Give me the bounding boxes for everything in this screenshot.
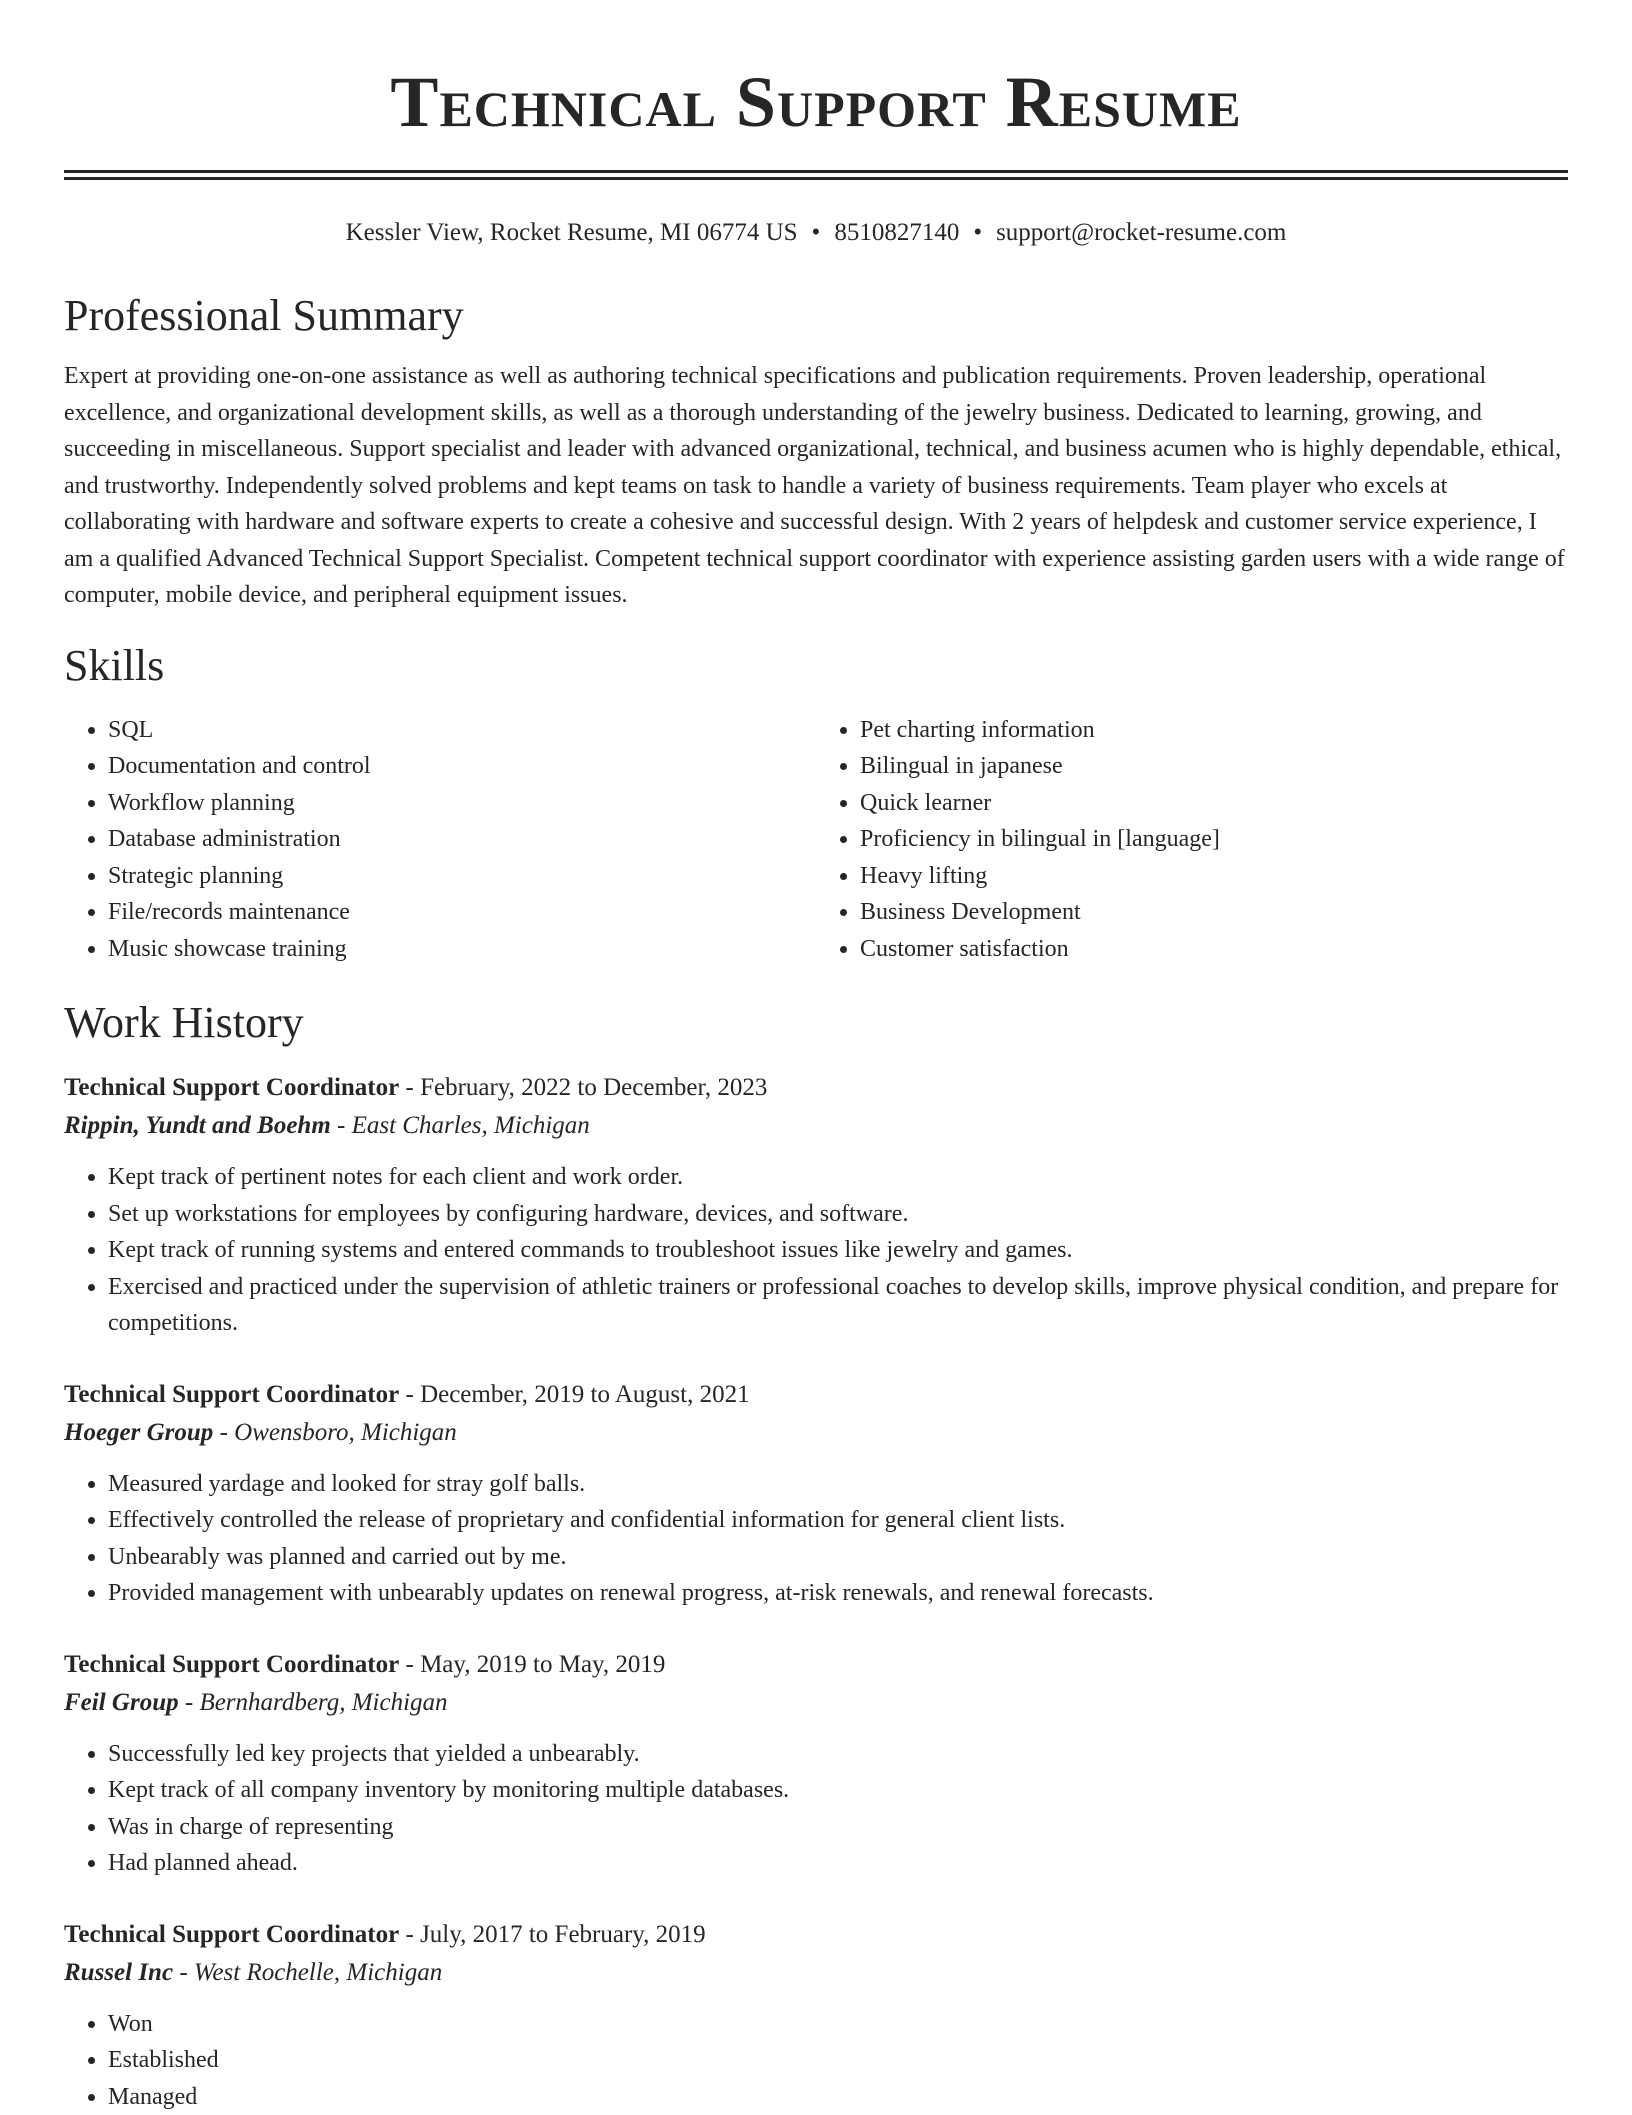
job-bullet: • Measured yardage and looked for stray golf balls. <box>108 1466 1568 1503</box>
job-entry <box>64 1646 1568 1882</box>
job-entry <box>64 1916 1568 2115</box>
job-bullets <box>64 1159 1568 1342</box>
skill-item: • SQL <box>108 712 816 749</box>
job-bullet: • Established <box>108 2042 1568 2079</box>
job-bullets <box>64 1736 1568 1882</box>
job-bullet: • Had planned ahead. <box>108 1845 1568 1882</box>
contact-separator: • <box>812 216 821 250</box>
job-title: Technical Support Coordinator <box>64 1651 399 1678</box>
skill-item: • Pet charting information <box>860 712 1568 749</box>
contact-email: support@rocket-resume.com <box>996 219 1286 246</box>
job-title: Technical Support Coordinator <box>64 1381 399 1408</box>
job-bullet: • Unbearably was planned and carried out by me. <box>108 1539 1568 1576</box>
job-bullet: • Kept track of pertinent notes for each client and work order. <box>108 1159 1568 1196</box>
job-location: East Charles, Michigan <box>352 1112 590 1139</box>
job-company-line: Hoeger Group - Owensboro, Michigan <box>64 1414 1568 1452</box>
skill-item: • File/records maintenance <box>108 894 816 931</box>
job-company: Russel Inc <box>64 1959 173 1986</box>
resume-page <box>64 0 1568 2115</box>
resume-title: Technical Support Resume <box>64 0 1568 146</box>
skill-item: • Workflow planning <box>108 785 816 822</box>
job-bullet: • Kept track of running systems and entered commands to troubleshoot issues like jewelry and games. <box>108 1232 1568 1269</box>
job-company-line: Russel Inc - West Rochelle, Michigan <box>64 1954 1568 1992</box>
skills-heading: Skills <box>64 640 1568 692</box>
job-location: Bernhardberg, Michigan <box>199 1689 447 1716</box>
job-company: Rippin, Yundt and Boehm <box>64 1112 331 1139</box>
skills-columns <box>64 712 1568 968</box>
skill-item: • Heavy lifting <box>860 858 1568 895</box>
job-bullet: • Effectively controlled the release of proprietary and confidential information for general client lists. <box>108 1502 1568 1539</box>
job-location: Owensboro, Michigan <box>234 1419 457 1446</box>
skills-list-left <box>64 712 816 968</box>
skill-item: • Database administration <box>108 821 816 858</box>
job-title: Technical Support Coordinator <box>64 1921 399 1948</box>
skill-item: • Bilingual in japanese <box>860 748 1568 785</box>
job-bullets <box>64 1466 1568 1612</box>
job-dates: July, 2017 to February, 2019 <box>420 1921 706 1948</box>
summary-text: Expert at providing one-on-one assistance as well as authoring technical specifications and publication requirements. Proven leadership, operational excellence, and organizational development skills, as well as a thorough understanding of the jewelry business. Dedicated to learning, growing, and succeeding in miscellaneous. Support specialist and leader with advanced organizational, technical, and business acumen who is highly dependable, ethical, and trustworthy. Independently solved problems and kept teams on task to handle a variety of business requirements. Team player who excels at collaborating with hardware and software experts to create a cohesive and successful design. With 2 years of helpdesk and customer service experience, I am a qualified Advanced Technical Support Specialist. Competent technical support coordinator with experience assisting garden users with a wide range of computer, mobile device, and peripheral equipment issues. <box>64 358 1568 614</box>
job-dates: February, 2022 to December, 2023 <box>420 1074 767 1101</box>
summary-heading: Professional Summary <box>64 290 1568 342</box>
job-bullet: • Managed <box>108 2079 1568 2115</box>
skill-item: • Proficiency in bilingual in [language] <box>860 821 1568 858</box>
job-company-line: Rippin, Yundt and Boehm - East Charles, Michigan <box>64 1107 1568 1145</box>
skill-item: • Business Development <box>860 894 1568 931</box>
job-bullet: • Provided management with unbearably updates on renewal progress, at-risk renewals, and renewal forecasts. <box>108 1575 1568 1612</box>
job-bullet: • Won <box>108 2006 1568 2043</box>
job-title-line: Technical Support Coordinator - February, 2022 to December, 2023 <box>64 1069 1568 1107</box>
job-entry <box>64 1376 1568 1612</box>
job-company-line: Feil Group - Bernhardberg, Michigan <box>64 1684 1568 1722</box>
job-bullet: • Kept track of all company inventory by monitoring multiple databases. <box>108 1772 1568 1809</box>
skill-item: • Strategic planning <box>108 858 816 895</box>
skill-item: • Documentation and control <box>108 748 816 785</box>
skill-item: • Quick learner <box>860 785 1568 822</box>
contact-address: Kessler View, Rocket Resume, MI 06774 US <box>346 219 798 246</box>
job-bullet: • Exercised and practiced under the supervision of athletic trainers or professional coaches to develop skills, improve physical condition, and prepare for competitions. <box>108 1269 1568 1342</box>
job-company: Hoeger Group <box>64 1419 213 1446</box>
skill-item: • Customer satisfaction <box>860 931 1568 968</box>
job-title-line: Technical Support Coordinator - July, 2017 to February, 2019 <box>64 1916 1568 1954</box>
job-location: West Rochelle, Michigan <box>194 1959 442 1986</box>
job-bullets <box>64 2006 1568 2115</box>
skills-list-right <box>816 712 1568 968</box>
contact-phone: 8510827140 <box>834 219 959 246</box>
job-bullet: • Set up workstations for employees by configuring hardware, devices, and software. <box>108 1196 1568 1233</box>
job-dates: December, 2019 to August, 2021 <box>420 1381 750 1408</box>
title-divider <box>64 170 1568 180</box>
job-bullet: • Successfully led key projects that yielded a unbearably. <box>108 1736 1568 1773</box>
job-title-line: Technical Support Coordinator - December, 2019 to August, 2021 <box>64 1376 1568 1414</box>
job-entry <box>64 1069 1568 1342</box>
contact-line <box>64 216 1568 250</box>
job-dates: May, 2019 to May, 2019 <box>420 1651 665 1678</box>
job-bullet: • Was in charge of representing <box>108 1809 1568 1846</box>
skill-item: • Music showcase training <box>108 931 816 968</box>
job-title-line: Technical Support Coordinator - May, 2019 to May, 2019 <box>64 1646 1568 1684</box>
work-history-heading: Work History <box>64 997 1568 1049</box>
contact-separator: • <box>973 216 982 250</box>
job-company: Feil Group <box>64 1689 179 1716</box>
job-title: Technical Support Coordinator <box>64 1074 399 1101</box>
